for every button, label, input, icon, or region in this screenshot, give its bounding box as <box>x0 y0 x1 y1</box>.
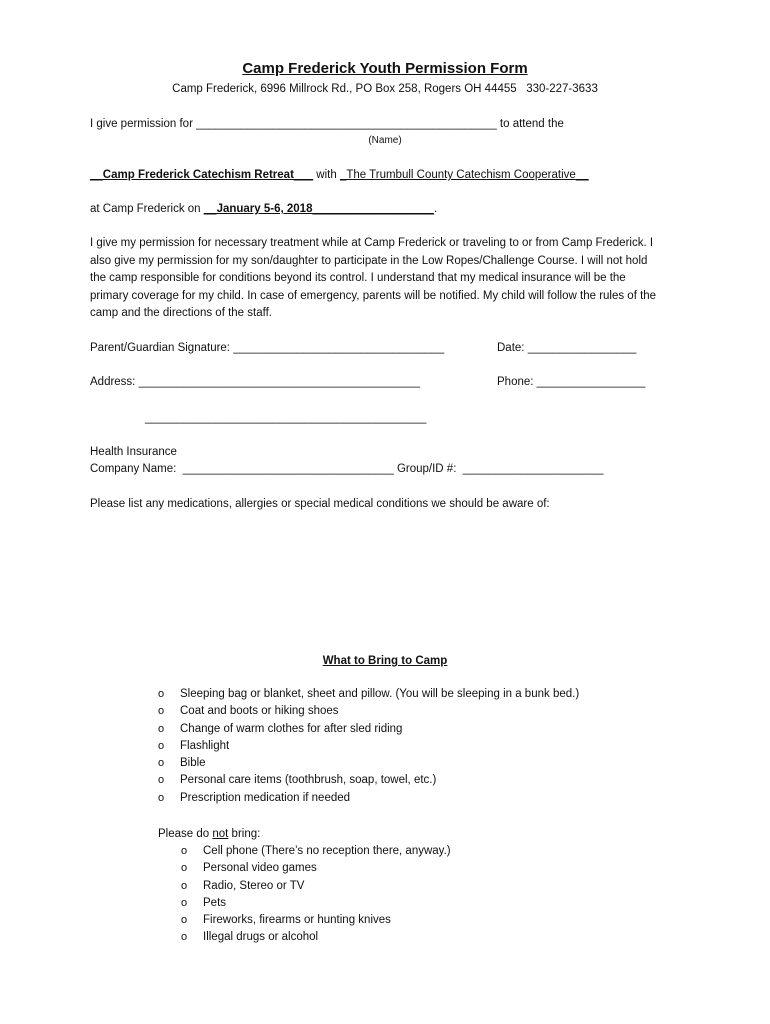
consent-text: I give my permission for necessary treatment while at Camp Frederick or traveling to or from Camp Frederick. I also give my permission for my son/daughter to participate in the Low Ropes/Challenge Course. I will not hold the camp responsible for conditions beyond its control. I understand that my medical insurance will be the primary coverage for my child. In case of emergency, parents will be notified. My child will follow the rules of the camp and the directions of the staff. <box>90 237 657 319</box>
date-period: . <box>434 203 438 215</box>
with-word: with <box>313 169 340 181</box>
dont-item-text: Cell phone (There’s no reception there, anyway.) <box>203 845 451 857</box>
what-to-bring-title: What to Bring to Camp <box>322 655 448 667</box>
name-caption: (Name) <box>368 135 402 146</box>
list-item <box>181 929 451 946</box>
group-pre: _ <box>339 169 347 181</box>
phone-field[interactable]: _________________ <box>536 376 646 388</box>
permission-line <box>90 116 564 132</box>
bullet-icon: o <box>181 862 188 875</box>
bullet-icon: o <box>181 845 188 857</box>
list-item <box>181 843 451 860</box>
list-item <box>158 686 579 703</box>
dont-item-text: Illegal drugs or alcohol <box>203 931 319 944</box>
date-pre: __ <box>203 203 217 215</box>
group-name: The Trumbull County Catechism Cooperative <box>346 169 576 181</box>
list-item <box>158 755 579 772</box>
bullet-icon: o <box>158 722 165 735</box>
insurance-line <box>90 461 604 477</box>
camp-address: Camp Frederick, 6996 Millrock Rd., PO Box 258, Rogers OH 44455 330-227-3633 <box>172 83 598 95</box>
signature-line <box>90 340 444 356</box>
event-pre: __ <box>90 169 103 181</box>
signature-label: Parent/Guardian Signature: <box>90 342 234 354</box>
dont-bring-list <box>181 843 451 947</box>
group-post: __ <box>575 169 589 181</box>
permission-suffix: to attend the <box>496 118 564 130</box>
list-item <box>181 878 451 895</box>
permission-prefix: I give permission for <box>90 118 197 130</box>
list-item <box>158 703 579 720</box>
list-item <box>158 790 579 807</box>
bullet-icon: o <box>181 914 188 927</box>
event-line <box>90 167 589 183</box>
insurance-label-2: Company Name: <box>90 463 183 475</box>
dont-label-post: bring: <box>228 828 261 840</box>
bring-item-text: Flashlight <box>180 739 230 752</box>
bring-item-text: Sleeping bag or blanket, sheet and pillow. (You will be sleeping in a bunk bed.) <box>180 688 580 700</box>
bullet-icon: o <box>158 739 165 752</box>
event-post: ___ <box>293 169 314 181</box>
date-field[interactable]: _________________ <box>527 342 637 354</box>
bullet-icon: o <box>158 705 165 718</box>
date-field-line <box>497 340 636 356</box>
bullet-icon: o <box>158 791 165 804</box>
dont-label-pre: Please do <box>158 828 213 840</box>
bring-item-text: Change of warm clothes for after sled riding <box>180 722 403 735</box>
list-item <box>158 772 579 789</box>
group-id-field[interactable]: ______________________ <box>462 463 604 475</box>
list-item <box>158 721 579 738</box>
bullet-icon: o <box>158 757 165 770</box>
dont-bring-label <box>158 826 260 842</box>
date-post: ___________________ <box>312 203 434 215</box>
list-item <box>158 738 579 755</box>
bullet-icon: o <box>181 879 188 892</box>
dont-item-text: Fireworks, firearms or hunting knives <box>203 914 391 927</box>
bring-item-text: Prescription medication if needed <box>180 791 351 804</box>
dont-label-not: not <box>212 828 229 840</box>
dont-item-text: Personal video games <box>203 862 317 875</box>
list-item <box>181 912 451 929</box>
group-id-label: Group/ID #: <box>393 463 463 475</box>
insurance-label-1: Health Insurance <box>90 446 177 458</box>
phone-label: Phone: <box>497 376 537 388</box>
bullet-icon: o <box>181 896 188 909</box>
medical-prompt: Please list any medications, allergies or special medical conditions we should be aware of: <box>90 498 550 510</box>
phone-line <box>497 374 645 390</box>
list-item <box>181 895 451 912</box>
event-date: January 5-6, 2018 <box>216 203 313 215</box>
list-item <box>181 860 451 877</box>
insurance-company-field[interactable]: _________________________________ <box>182 463 394 475</box>
address-field[interactable]: ____________________________________________ <box>138 376 420 388</box>
event-name: Camp Frederick Catechism Retreat <box>102 169 294 181</box>
address-field-2[interactable]: ____________________________________________ <box>145 412 427 424</box>
date-label: Date: <box>497 342 528 354</box>
address-line <box>90 374 420 390</box>
bring-list <box>158 686 579 807</box>
dont-item-text: Radio, Stereo or TV <box>203 879 305 892</box>
name-field[interactable]: _______________________________________________ <box>196 118 497 130</box>
bullet-icon: o <box>158 688 165 700</box>
date-line <box>90 201 437 217</box>
address-label: Address: <box>90 376 139 388</box>
bullet-icon: o <box>158 774 165 787</box>
dont-item-text: Pets <box>203 896 227 909</box>
bring-item-text: Bible <box>180 757 206 770</box>
bullet-icon: o <box>181 931 188 944</box>
bring-item-text: Coat and boots or hiking shoes <box>180 705 339 718</box>
bring-item-text: Personal care items (toothbrush, soap, towel, etc.) <box>180 774 437 787</box>
form-title: Camp Frederick Youth Permission Form <box>242 60 528 77</box>
date-prefix: at Camp Frederick on <box>90 203 204 215</box>
signature-field[interactable]: _________________________________ <box>233 342 445 354</box>
consent-paragraph <box>90 235 660 323</box>
